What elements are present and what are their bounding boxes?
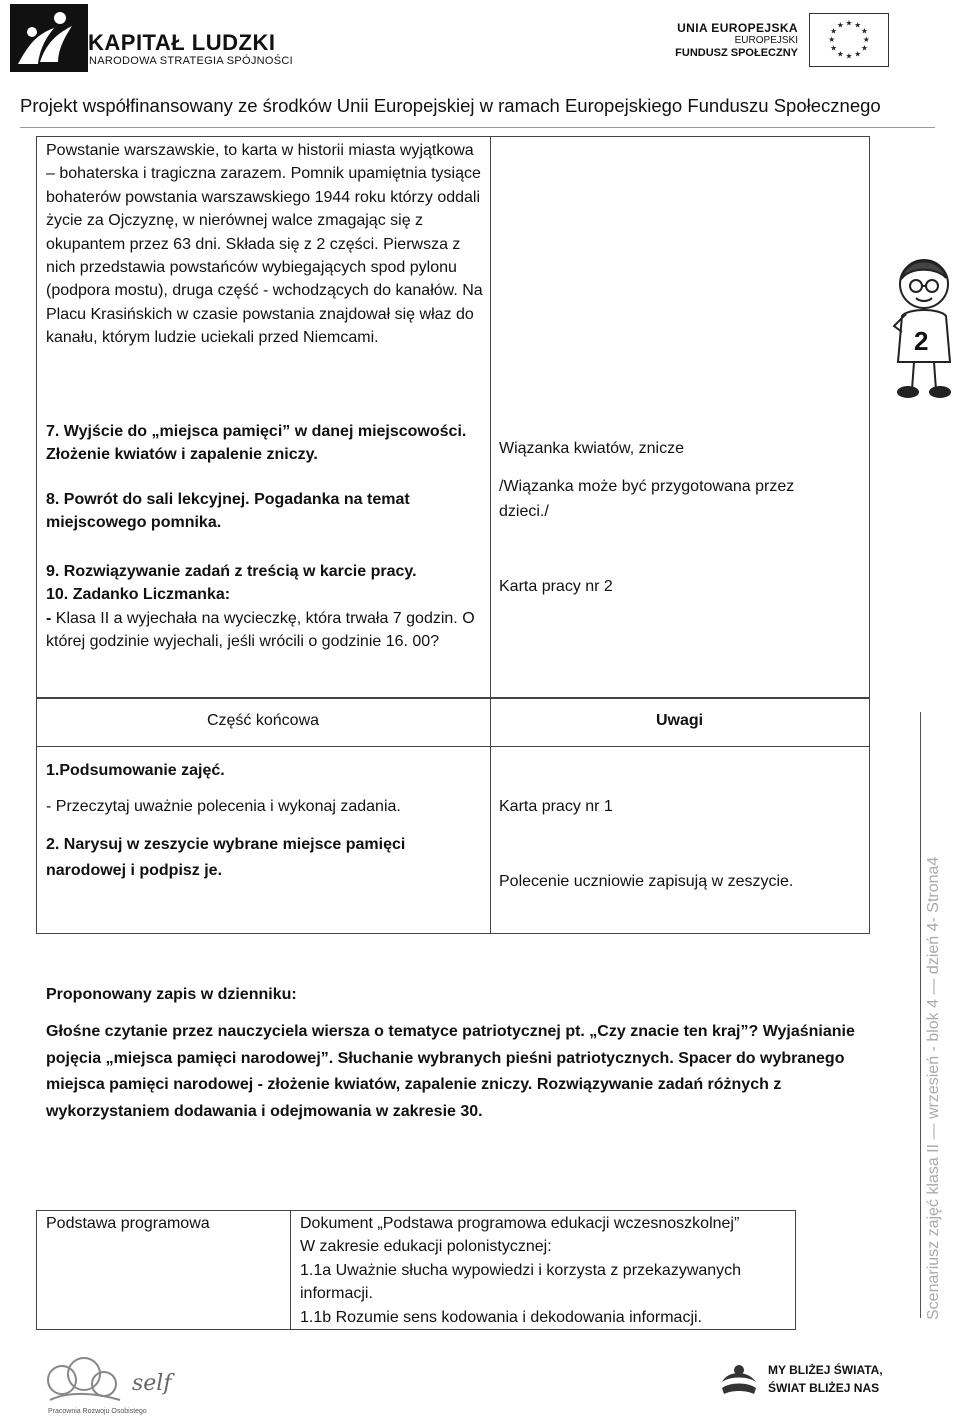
svg-text:self: self xyxy=(132,1371,172,1396)
svg-text:★: ★ xyxy=(830,26,838,36)
worksheet-2: Karta pracy nr 2 xyxy=(499,578,613,595)
notebook-note: Polecenie uczniowie zapisują w zeszycie. xyxy=(499,873,794,890)
step-7: 7. Wyjście do „miejsca pamięci” w danej miejscowości. Złożenie kwiatów i zapalenie zniczy. xyxy=(46,423,467,464)
eu-flag-icon xyxy=(809,13,889,67)
step-10-task xyxy=(46,607,486,654)
mascot-number: 2 xyxy=(914,326,929,356)
step-10-dash: - xyxy=(46,609,52,627)
step-9: 9. Rozwiązywanie zadań z treścią w karcie pracy. xyxy=(46,563,417,580)
steps-9-10 xyxy=(46,560,486,654)
journal-entry: Głośne czytanie przez nauczyciela wiersza o tematyce patriotycznej pt. „Czy znacie ten kraj”? Wyjaśnianie pojęcia „miejsca pamięci narodowej”. Słuchanie wybranych pieśni patriotycznych. Spacer do wybranego miejsca pamięci narodowej - złożenie kwiatów, zapalenie zniczy. Rozwiązywanie zadań różnych z wykorzystaniem dodawania i odejmowania w zakresie 30. xyxy=(46,1023,855,1120)
svg-text:★: ★ xyxy=(845,51,853,61)
svg-text:★: ★ xyxy=(828,34,836,44)
step-10-title: 10. Zadanko Liczmanka: xyxy=(46,586,231,604)
svg-text:★: ★ xyxy=(836,20,844,30)
final-table-header-rule xyxy=(36,746,870,747)
curriculum-line-1: Dokument „Podstawa programowa edukacji wczesnoszkolnej” xyxy=(300,1215,740,1232)
svg-text:★: ★ xyxy=(854,20,862,30)
world-hands-icon xyxy=(718,1362,760,1398)
svg-text:★: ★ xyxy=(845,18,853,28)
mascot-icon xyxy=(888,250,960,400)
summary-instruction: - Przeczytaj uważnie polecenia i wykonaj zadania. xyxy=(46,798,401,815)
footer-slogan-line1: MY BLIŻEJ ŚWIATA, xyxy=(768,1363,883,1377)
logo-subtitle: NARODOWA STRATEGIA SPÓJNOŚCI xyxy=(89,55,293,67)
curriculum-table-divider xyxy=(290,1210,291,1330)
journal-heading: Proponowany zapis w dzienniku: xyxy=(46,986,297,1003)
worksheet-1: Karta pracy nr 1 xyxy=(499,798,613,815)
footer-slogan-line2: ŚWIAT BLIŻEJ NAS xyxy=(768,1381,880,1395)
materials-flowers: Wiązanka kwiatów, znicze xyxy=(499,440,684,457)
eu-label-line3: FUNDUSZ SPOŁECZNY xyxy=(675,47,798,59)
svg-text:★: ★ xyxy=(836,49,844,59)
side-caption: Scenariusz zajęć klasa II — wrzesień - blok 4 — dzień 4- Strona4 xyxy=(925,856,942,1320)
side-rule xyxy=(920,712,921,1318)
svg-text:★: ★ xyxy=(860,43,868,53)
monument-description: Powstanie warszawskie, to karta w historii miasta wyjątkowa – bohaterska i tragiczna zarazem. Pomnik upamiętnia tysiące bohaterów powstania warszawskiego 1944 roku którzy oddali życie za Ojczyznę, w nierównej walce zmagając się z okupantem przez 63 dni. Składa się z 2 części. Pierwsza z nich przedstawia powstańców wybiegających spod pylonu (podpora mostu), druga część - wchodzących do kanałów. Na Placu Krasińskich w czasie powstania znajdował się właz do kanału, którym ludzie uciekali przed Niemcami. xyxy=(46,142,483,347)
curriculum-line-4: 1.1b Rozumie sens kodowania i dekodowania informacji. xyxy=(300,1308,702,1326)
kapital-ludzki-logo-icon xyxy=(10,4,88,72)
eu-label-line2: EUROPEJSKI xyxy=(734,35,798,46)
drawing-task: 2. Narysuj w zeszycie wybrane miejsce pamięci narodowej i podpisz je. xyxy=(46,836,406,879)
notes-header: Uwagi xyxy=(655,712,704,729)
lesson-table-divider xyxy=(490,136,491,698)
curriculum-text xyxy=(300,1212,795,1329)
project-cofinancing-line: Projekt współfinansowany ze środków Unii Europejskiej w ramach Europejskiego Funduszu Społecznego xyxy=(20,95,881,116)
materials-note: /Wiązanka może być przygotowana przez dzieci./ xyxy=(499,478,795,520)
svg-text:★: ★ xyxy=(854,49,862,59)
curriculum-label: Podstawa programowa xyxy=(46,1215,210,1232)
curriculum-line-3: 1.1a Uważnie słucha wypowiedzi i korzysta z przekazywanych informacji. xyxy=(300,1261,742,1303)
header-divider xyxy=(20,127,935,128)
step-8: 8. Powrót do sali lekcyjnej. Pogadanka na temat miejscowego pomnika. xyxy=(46,491,410,532)
final-part-header: Część końcowa xyxy=(206,712,320,729)
self-caption: Pracownia Rozwoju Osobistego xyxy=(48,1408,147,1415)
curriculum-line-2: W zakresie edukacji polonistycznej: xyxy=(300,1238,552,1256)
summary-step: 1.Podsumowanie zajęć. xyxy=(46,762,225,779)
svg-text:★: ★ xyxy=(830,43,838,53)
final-table-divider xyxy=(490,698,491,934)
svg-text:★: ★ xyxy=(860,26,868,36)
svg-text:★: ★ xyxy=(862,34,870,44)
step-10-text: Klasa II a wyjechała na wycieczkę, która trwała 7 godzin. O której godzinie wyjechali, jeśli wrócili o godzinie 16. 00? xyxy=(46,609,475,651)
eu-label-line1: UNIA EUROPEJSKA xyxy=(677,21,798,35)
logo-title: KAPITAŁ LUDZKI xyxy=(88,30,276,55)
